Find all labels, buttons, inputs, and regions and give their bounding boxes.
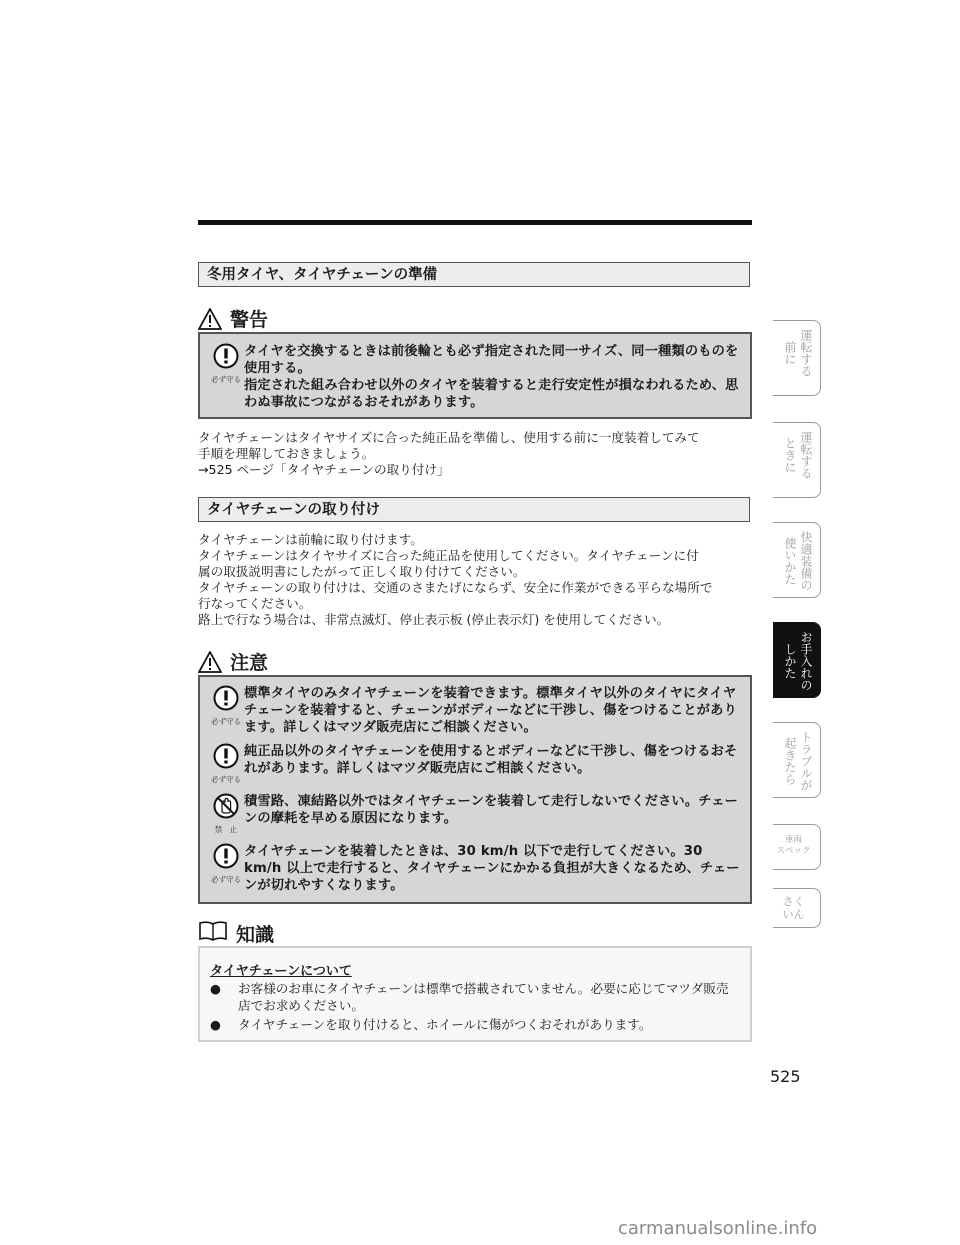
caution-title-text: 注意	[230, 652, 269, 674]
tab-comfort-features[interactable]: 快適装備の 使いかた	[773, 522, 821, 598]
book-icon	[198, 920, 228, 947]
caution-item	[208, 685, 742, 736]
warning-triangle-icon	[198, 308, 222, 330]
page-reference-link[interactable]: →525 ページ「タイヤチェーンの取り付け」	[198, 462, 450, 477]
knowledge-subtitle: タイヤチェーンについて	[210, 964, 352, 979]
caution-item	[208, 743, 742, 784]
tab-troubleshooting[interactable]: トラブルが 起きたら	[773, 722, 821, 798]
warning-title-text: 警告	[230, 309, 269, 331]
intro-paragraph: タイヤチェーンはタイヤサイズに合った純正品を準備し、使用する前に一度装着してみて 手順を理解しておきましょう。 →525 ページ「タイヤチェーンの取り付け」	[198, 430, 754, 478]
installation-paragraph: タイヤチェーンは前輪に取り付けます。 タイヤチェーンはタイヤサイズに合った純正品を使用してください。タイヤチェーンに付 属の取扱説明書にしたがって正しく取り付けてください。 タイヤチェーンの取り付けは、交通のさまたげにならず、安全に作業ができる平らな場所で 行なってください。 路上で行なう場合は、非常点滅灯、停止表示板 (停止表示灯) を使用してください。	[198, 532, 713, 627]
tab-maintenance[interactable]: お手入れの しかた	[773, 622, 821, 698]
warning-item	[208, 343, 742, 411]
tab-index[interactable]: さく いん	[773, 888, 821, 928]
tab-label-col: 運転する	[799, 329, 813, 377]
must-do-icon: 必ず守る	[208, 743, 244, 785]
warning-title	[198, 305, 268, 332]
prohibited-icon: 禁 止	[208, 793, 244, 835]
top-rule	[198, 220, 752, 225]
must-do-icon: 必ず守る	[208, 685, 244, 727]
knowledge-bullet: ● お客様のお車にタイヤチェーンは標準で搭載されていません。必要に応じてマツダ販売店でお求めください。	[210, 981, 729, 1013]
section-heading-installation: タイヤチェーンの取り付け	[198, 497, 750, 522]
caution-text: 純正品以外のタイヤチェーンを使用するとボディーなどに干渉し、傷をつけるおそれがあります。詳しくはマツダ販売店にご相談ください。	[244, 744, 738, 776]
must-do-icon: 必ず守る	[208, 843, 244, 885]
tab-while-driving[interactable]: 運転する ときに	[773, 422, 821, 498]
caution-triangle-icon	[198, 651, 222, 673]
knowledge-title	[198, 920, 274, 947]
tab-before-driving[interactable]	[773, 320, 821, 396]
caution-title	[198, 648, 268, 675]
caution-text: 標準タイヤのみタイヤチェーンを装着できます。標準タイヤ以外のタイヤにタイヤチェーンを装着すると、チェーンがボディーなどに干渉し、傷をつけることがあります。詳しくはマツダ販売店にご相談ください。	[244, 686, 737, 735]
caution-text: タイヤチェーンを装着したときは、30 km/h 以下で走行してください。30 km/h 以上で走行すると、タイヤチェーンにかかる負担が大きくなるため、チェーンが切れやすくなります。	[244, 844, 740, 893]
warning-text: タイヤを交換するときは前後輪とも必ず指定された同一サイズ、同一種類のものを使用する。 指定された組み合わせ以外のタイヤを装着すると走行安定性が損なわれるため、思わぬ事故につながるおそれがあります。	[244, 344, 739, 410]
section-heading-preparation: 冬用タイヤ、タイヤチェーンの準備	[198, 262, 750, 287]
caution-box	[198, 675, 752, 904]
knowledge-box	[198, 946, 752, 1042]
must-do-icon: 必ず守る	[208, 343, 244, 385]
knowledge-title-text: 知識	[236, 924, 275, 946]
caution-item	[208, 793, 742, 834]
tab-label-col: 前に	[783, 341, 797, 365]
page-number: 525	[770, 1067, 801, 1086]
caution-text: 積雪路、凍結路以外ではタイヤチェーンを装着して走行しないでください。チェーンの摩耗を早める原因になります。	[244, 794, 739, 826]
bullet-dot-icon: ●	[210, 981, 221, 996]
warning-box	[198, 332, 752, 419]
caution-item	[208, 843, 742, 894]
knowledge-bullet: ● タイヤチェーンを取り付けると、ホイールに傷がつくおそれがあります。	[210, 1017, 652, 1032]
tab-vehicle-specs[interactable]: 車両 スペック	[773, 824, 821, 870]
watermark: carmanualsonline.info	[618, 1218, 818, 1239]
bullet-dot-icon: ●	[210, 1017, 221, 1032]
